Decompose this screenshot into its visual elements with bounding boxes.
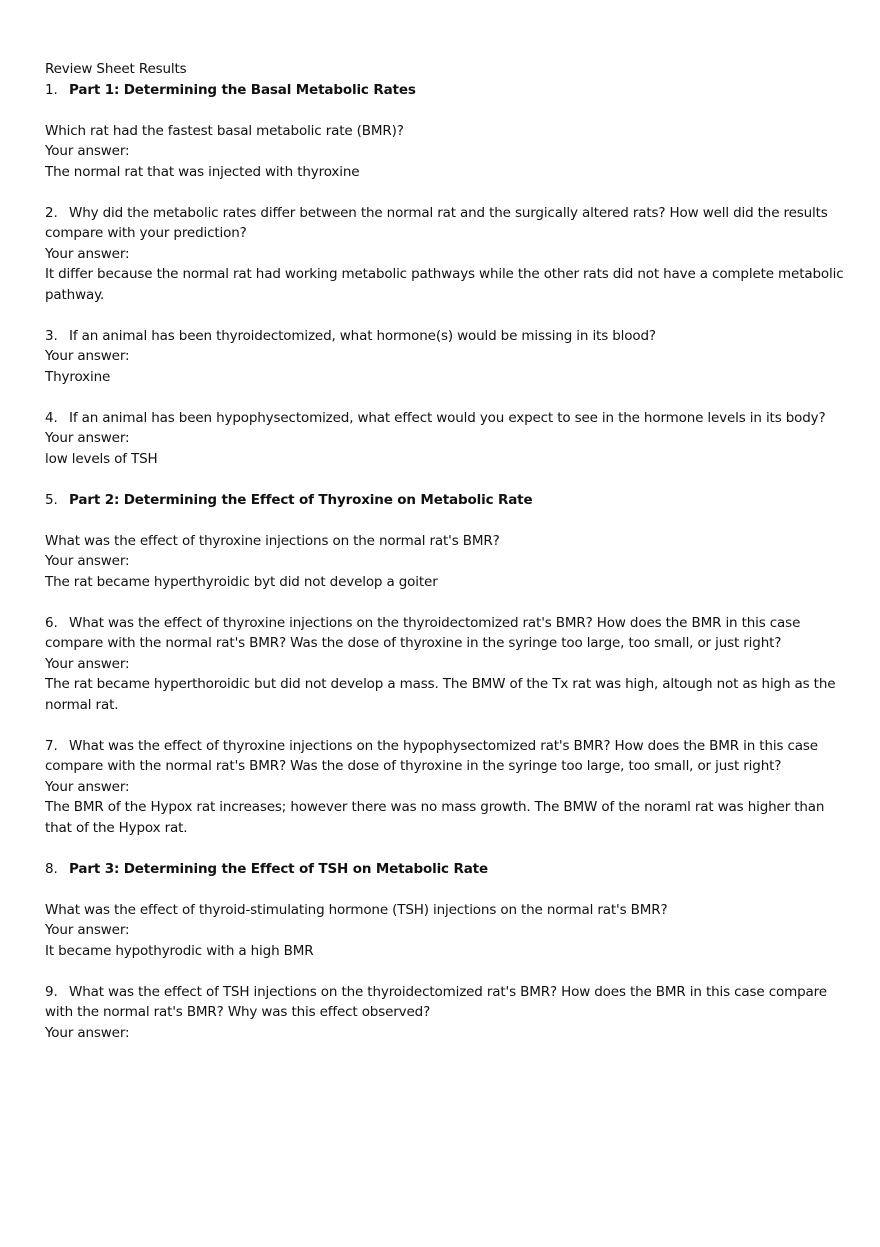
question-text: 6. What was the effect of thyroxine injections on the thyroidectomized rat's BMR? How does the BMR in this case compare with the normal rat's BMR? Was the dose of thyroxine in the syringe too large, too small, or just right?: [45, 614, 801, 651]
question-text: 7. What was the effect of thyroxine injections on the hypophysectomized rat's BMR? How does the BMR in this case compare with the normal rat's BMR? Was the dose of thyroxine in the syringe too large, too small, or just right?: [45, 737, 818, 774]
item-8: [45, 859, 845, 962]
question-text: Which rat had the fastest basal metabolic rate (BMR)?: [45, 122, 404, 139]
answer-label: Your answer:: [45, 655, 130, 672]
item-9: [45, 982, 845, 1044]
item-1: [45, 80, 845, 183]
question-text: 9. What was the effect of TSH injections on the thyroidectomized rat's BMR? How does the BMR in this case compare with the normal rat's BMR? Why was this effect observed?: [45, 983, 827, 1020]
answer-label: Your answer:: [45, 553, 130, 569]
item-7: [45, 736, 845, 839]
section-heading: 1. Part 1: Determining the Basal Metabolic Rates: [45, 81, 416, 98]
answer-text: Thyroxine: [45, 368, 111, 385]
answer-text: It became hypothyrodic with a high BMR: [45, 942, 314, 959]
answer-label: Your answer:: [45, 245, 130, 262]
item-2: [45, 203, 845, 306]
item-5: [45, 490, 845, 593]
question-text: What was the effect of thyroid-stimulating hormone (TSH) injections on the normal rat's BMR?: [45, 901, 668, 918]
answer-label: Your answer:: [45, 348, 130, 364]
item-3: [45, 326, 845, 388]
page-title: Review Sheet Results: [45, 61, 187, 77]
answer-label: Your answer:: [45, 778, 130, 795]
answer-text: It differ because the normal rat had working metabolic pathways while the other rats did not have a complete metabolic pathway.: [45, 266, 844, 303]
answer-text: The rat became hyperthyroidic byt did not develop a goiter: [45, 573, 438, 590]
answer-text: The normal rat that was injected with thyroxine: [45, 163, 360, 180]
question-text: What was the effect of thyroxine injections on the normal rat's BMR?: [45, 532, 500, 549]
answer-label: Your answer:: [45, 922, 130, 938]
answer-label: Your answer:: [45, 143, 130, 159]
answer-text: low levels of TSH: [45, 450, 158, 467]
item-4: [45, 408, 845, 470]
answer-text: The BMR of the Hypox rat increases; however there was no mass growth. The BMW of the noraml rat was higher than that of the Hypox rat.: [45, 799, 825, 836]
question-text: 3. If an animal has been thyroidectomized, what hormone(s) would be missing in its blood?: [45, 327, 656, 344]
question-text: 4. If an animal has been hypophysectomized, what effect would you expect to see in the hormone levels in its body?: [45, 409, 826, 426]
section-heading: 5. Part 2: Determining the Effect of Thyroxine on Metabolic Rate: [45, 491, 533, 508]
question-text: 2. Why did the metabolic rates differ between the normal rat and the surgically altered rats? How well did the results compare with your prediction?: [45, 204, 828, 241]
item-6: [45, 613, 845, 716]
answer-label: Your answer:: [45, 1024, 130, 1041]
section-heading: 8. Part 3: Determining the Effect of TSH on Metabolic Rate: [45, 860, 488, 877]
review-sheet: [45, 59, 845, 1043]
answer-label: Your answer:: [45, 430, 130, 446]
answer-text: The rat became hyperthoroidic but did not develop a mass. The BMW of the Tx rat was high, altough not as high as the normal rat.: [45, 676, 836, 713]
